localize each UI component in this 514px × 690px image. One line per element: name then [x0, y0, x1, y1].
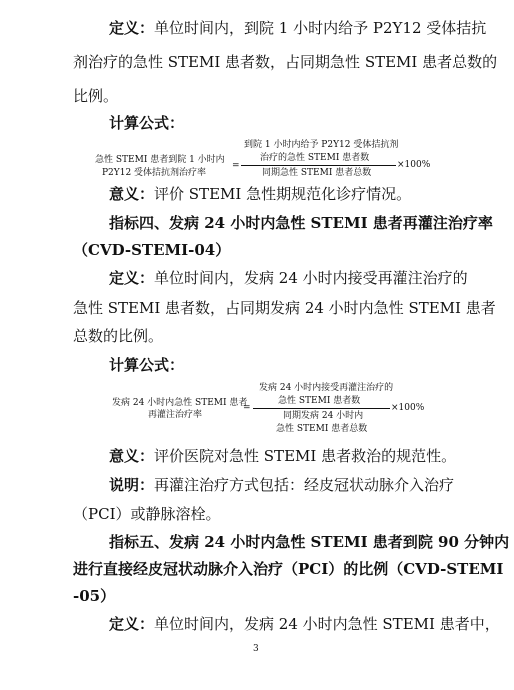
- indicator-heading-5: 指标五、发病 24 小时内急性 STEMI 患者到院 90 分钟内: [109, 533, 510, 551]
- indicator-heading-5-line: 进行直接经皮冠状动脉介入治疗（PCI）的比例（CVD-STEMI: [73, 560, 504, 578]
- note-text: 再灌注治疗方式包括：经皮冠状动脉介入治疗: [154, 476, 455, 494]
- meaning-label: 意义：: [109, 185, 155, 203]
- definition-label: 定义：: [109, 269, 155, 287]
- meaning-text: 评价 STEMI 急性期规范化诊疗情况。: [154, 185, 412, 203]
- indicator-heading-4: 指标四、发病 24 小时内急性 STEMI 患者再灌注治疗率: [109, 214, 493, 232]
- formula-lhs: 发病 24 小时内急性 STEMI 患者: [112, 398, 248, 408]
- indicator-heading-5-code: -05）: [73, 587, 116, 605]
- formula-label: 计算公式：: [109, 356, 185, 374]
- formula-numerator: 治疗的急性 STEMI 患者数: [260, 153, 370, 163]
- definition-line: 总数的比例。: [73, 327, 164, 345]
- definition-line: 剂治疗的急性 STEMI 患者数，占同期急性 STEMI 患者总数的: [73, 53, 498, 71]
- definition-line: 比例。: [73, 87, 119, 105]
- fraction-bar: [253, 408, 390, 409]
- definition-text: 单位时间内，到院 1 小时内给予 P2Y12 受体拮抗: [154, 19, 487, 37]
- fraction-bar: [241, 165, 396, 166]
- definition-label: 定义：: [109, 615, 155, 633]
- formula-denominator: 急性 STEMI 患者总数: [276, 424, 368, 434]
- definition-line: 急性 STEMI 患者数，占同期发病 24 小时内急性 STEMI 患者: [73, 299, 496, 317]
- formula-lhs: 再灌注治疗率: [148, 410, 203, 420]
- formula-equals: =: [243, 403, 251, 413]
- formula-numerator: 发病 24 小时内接受再灌注治疗的: [259, 383, 394, 393]
- note-paragraph: [109, 475, 454, 495]
- definition-label: 定义：: [109, 19, 155, 37]
- formula-denominator: 同期急性 STEMI 患者总数: [262, 168, 372, 178]
- formula-lhs: 急性 STEMI 患者到院 1 小时内: [95, 155, 225, 165]
- formula-lhs: P2Y12 受体拮抗剂治疗率: [102, 168, 207, 178]
- formula-numerator: 急性 STEMI 患者数: [278, 396, 361, 406]
- indicator-heading-4-code: （CVD-STEMI-04）: [73, 241, 231, 259]
- formula-denominator: 同期发病 24 小时内: [283, 411, 364, 421]
- formula-label: 计算公式：: [109, 114, 185, 132]
- meaning-label: 意义：: [109, 447, 155, 465]
- formula-numerator: 到院 1 小时内给予 P2Y12 受体拮抗剂: [244, 140, 399, 150]
- formula-multiplier: ×100%: [391, 403, 425, 413]
- page-number: 3: [253, 644, 259, 654]
- definition-text: 单位时间内，发病 24 小时内急性 STEMI 患者中，: [154, 615, 500, 633]
- meaning-paragraph-2: [109, 446, 456, 466]
- definition-paragraph-2: [109, 268, 468, 288]
- definition-text: 单位时间内，发病 24 小时内接受再灌注治疗的: [154, 269, 468, 287]
- definition-paragraph-1: [109, 18, 486, 38]
- note-line: （PCI）或静脉溶栓。: [73, 505, 221, 523]
- meaning-text: 评价医院对急性 STEMI 患者救治的规范性。: [154, 447, 457, 465]
- formula-equals: =: [232, 161, 240, 171]
- definition-paragraph-3: [109, 614, 500, 634]
- formula-multiplier: ×100%: [397, 160, 431, 170]
- note-label: 说明：: [109, 476, 155, 494]
- meaning-paragraph-1: [109, 184, 411, 204]
